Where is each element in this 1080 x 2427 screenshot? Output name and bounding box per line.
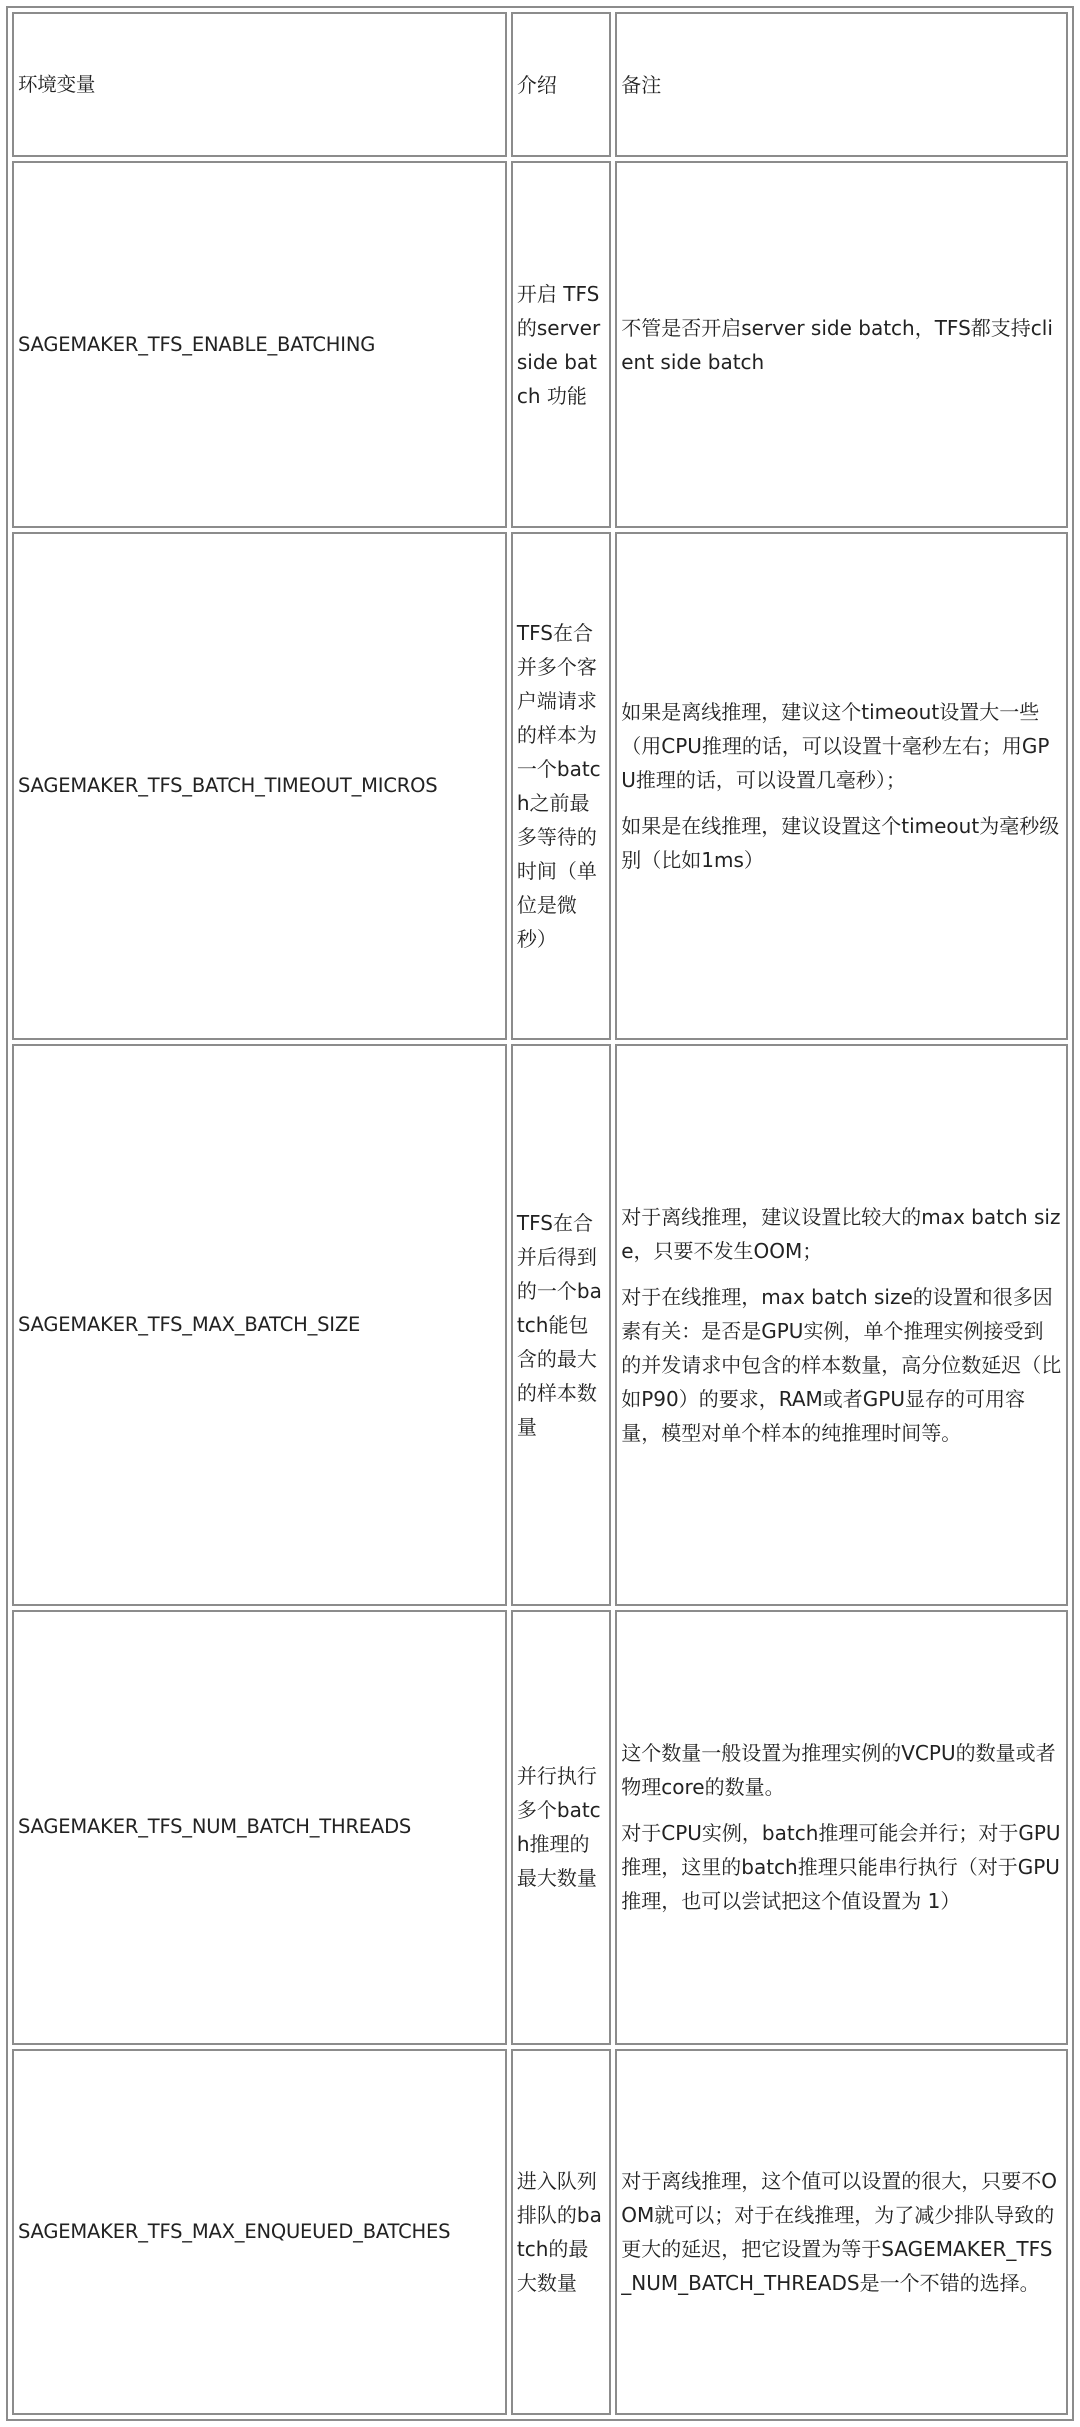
env-var-notes <box>615 2049 1068 2415</box>
env-var-intro: TFS在合并后得到的一个batch能包含的最大的样本数量 <box>511 1044 611 1606</box>
table-row <box>12 1044 1068 1606</box>
table-row <box>12 2049 1068 2415</box>
env-var-name: SAGEMAKER_TFS_MAX_ENQUEUED_BATCHES <box>12 2049 507 2415</box>
env-var-notes <box>615 1044 1068 1606</box>
note-paragraph: 不管是否开启server side batch，TFS都支持client side batch <box>621 315 1053 374</box>
note-paragraph: 对于在线推理，max batch size的设置和很多因素有关：是否是GPU实例，单个推理实例接受到的并发请求中包含的样本数量，高分位数延迟（比如P90）的要求，RAM或者GPU显存的可用容量，模型对单个样本的纯推理时间等。 <box>621 1284 1062 1445</box>
env-var-notes <box>615 161 1068 528</box>
table-row <box>12 161 1068 528</box>
env-var-name: SAGEMAKER_TFS_NUM_BATCH_THREADS <box>12 1610 507 2045</box>
env-var-table <box>6 6 1074 2421</box>
env-var-name: SAGEMAKER_TFS_BATCH_TIMEOUT_MICROS <box>12 532 507 1040</box>
env-var-intro: TFS在合并多个客户端请求的样本为一个batch之前最多等待的时间（单位是微秒） <box>511 532 611 1040</box>
header-notes: 备注 <box>615 12 1068 157</box>
note-paragraph: 对于离线推理，建议设置比较大的max batch size，只要不发生OOM； <box>621 1204 1061 1263</box>
note-paragraph: 对于CPU实例，batch推理可能会并行；对于GPU推理，这里的batch推理只能串行执行（对于GPU推理，也可以尝试把这个值设置为 1） <box>621 1821 1061 1914</box>
header-env-var: 环境变量 <box>12 12 507 157</box>
env-var-notes <box>615 1610 1068 2045</box>
env-var-intro: 开启 TFS 的server side batch 功能 <box>511 161 611 528</box>
env-var-intro: 并行执行多个batch推理的最大数量 <box>511 1610 611 2045</box>
note-paragraph: 如果是离线推理，建议这个timeout设置大一些（用CPU推理的话，可以设置十毫秒左右；用GPU推理的话，可以设置几毫秒）； <box>621 699 1050 792</box>
table-row <box>12 532 1068 1040</box>
header-intro: 介绍 <box>511 12 611 157</box>
env-var-intro: 进入队列排队的batch的最大数量 <box>511 2049 611 2415</box>
note-paragraph: 这个数量一般设置为推理实例的VCPU的数量或者物理core的数量。 <box>621 1741 1056 1800</box>
env-var-notes <box>615 532 1068 1040</box>
env-var-name: SAGEMAKER_TFS_MAX_BATCH_SIZE <box>12 1044 507 1606</box>
table-row <box>12 1610 1068 2045</box>
note-paragraph: 如果是在线推理，建议设置这个timeout为毫秒级别（比如1ms） <box>621 813 1060 872</box>
env-var-name: SAGEMAKER_TFS_ENABLE_BATCHING <box>12 161 507 528</box>
table-header-row <box>12 12 1068 157</box>
note-paragraph: 对于离线推理，这个值可以设置的很大，只要不OOM就可以；对于在线推理，为了减少排队导致的更大的延迟，把它设置为等于SAGEMAKER_TFS_NUM_BATCH_THREADS是一个不错的选择。 <box>621 2169 1057 2296</box>
